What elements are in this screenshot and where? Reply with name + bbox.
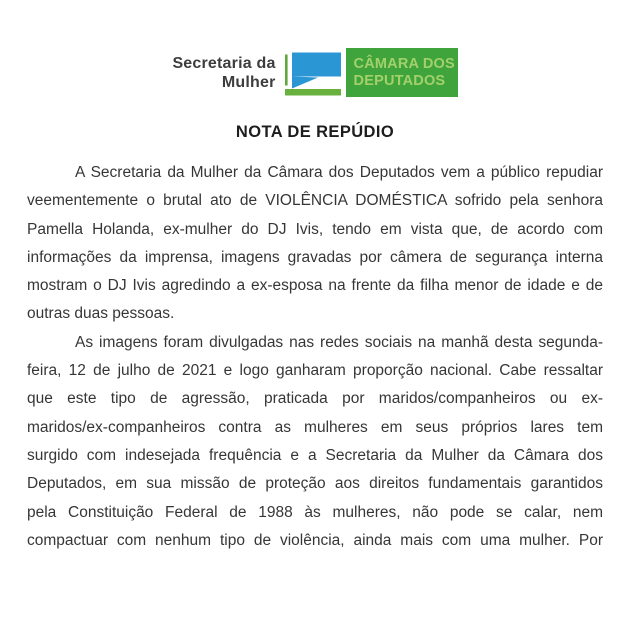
chamber-line1: CÂMARA DOS — [353, 56, 455, 72]
flag-field-shape — [292, 53, 341, 77]
text-line: pela Constituição Federal de 1988 às mulheres, não pode se calar, nem — [27, 503, 603, 521]
paragraph — [27, 159, 603, 329]
text-line: veementemente o brutal ato de VIOLÊNCIA DOMÉSTICA sofrido pela senhora — [27, 192, 603, 210]
chamber-line2: DEPUTADOS — [353, 72, 446, 89]
base-bar-shape — [285, 89, 341, 96]
page-title: NOTA DE REPÚDIO — [235, 123, 395, 141]
text-line: As imagens foram divulgadas nas redes sociais na manhã desta segunda- — [75, 333, 603, 351]
flag-fold-shape — [292, 77, 318, 89]
text-line: que este tipo de agressão, praticada por maridos/companheiros ou ex- — [27, 390, 603, 408]
letterhead — [0, 0, 630, 97]
paragraph — [27, 329, 603, 555]
text-line: A Secretaria da Mulher da Câmara dos Deputados vem a público repudiar — [75, 164, 603, 181]
camara-logo-box — [346, 48, 458, 97]
text-line: outras duas pessoas. — [27, 305, 175, 323]
flagpole-shape — [285, 55, 288, 86]
document-body — [27, 159, 603, 555]
text-line: informações da imprensa, imagens gravadas por câmera de segurança interna — [27, 248, 603, 266]
text-line: mostram o DJ Ivis agredindo a ex-esposa na frente da filha menor de idade e de — [27, 277, 603, 295]
org-name — [172, 54, 275, 92]
text-line: maridos/ex-companheiros contra as mulheres em seus próprios lares tem — [27, 418, 603, 436]
text-line: surgido com indesejada frequência e a Secretaria da Mulher da Câmara dos — [27, 446, 603, 464]
text-line: Pamella Holanda, ex-mulher do DJ Ivis, tendo em vista que, de acordo com — [27, 220, 603, 238]
text-line: compactuar com nenhum tipo de violência, ainda mais com uma mulher. Por — [27, 531, 603, 549]
camara-flag-icon — [283, 48, 341, 97]
org-name-line2: Mulher — [221, 73, 276, 91]
text-line: Deputados, em sua missão de proteção aos direitos fundamentais garantidos — [27, 475, 603, 493]
org-name-line1: Secretaria da — [172, 54, 276, 72]
text-line: feira, 12 de julho de 2021 e logo ganharam proporção nacional. Cabe ressaltar — [27, 362, 603, 380]
